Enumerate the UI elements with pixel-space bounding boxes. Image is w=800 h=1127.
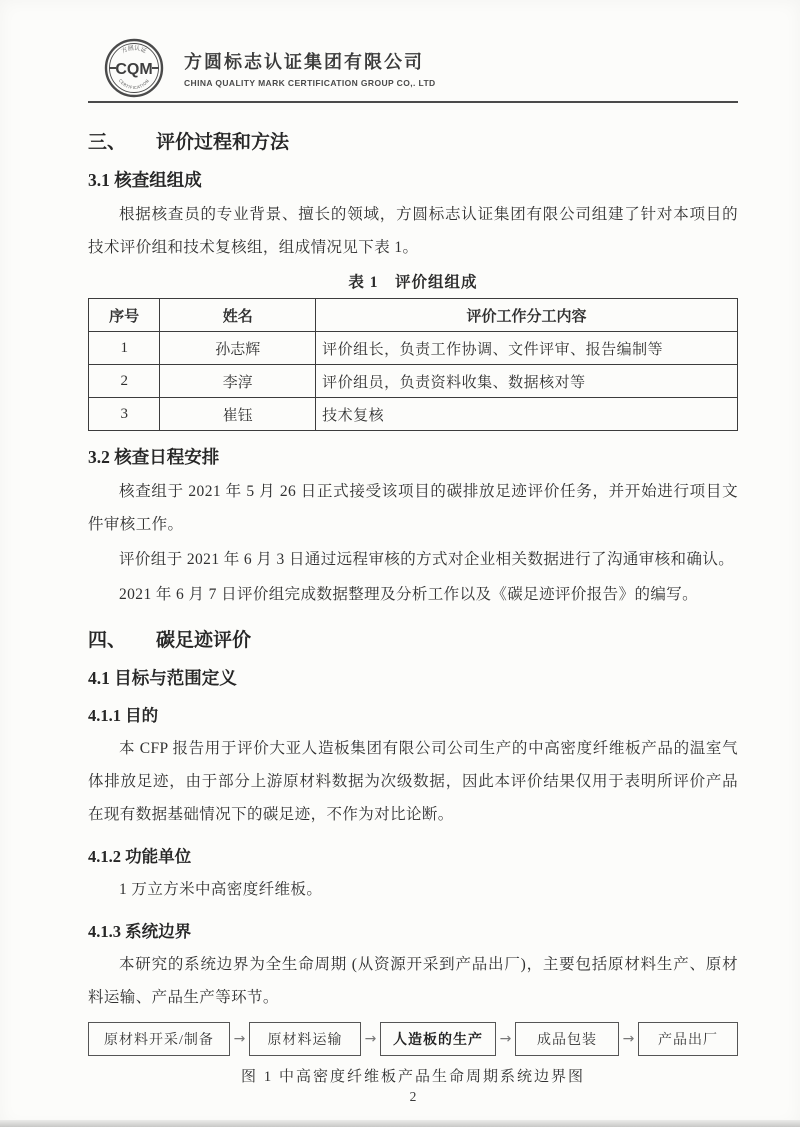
section-4-1-3-paragraph: 本研究的系统边界为全生命周期 (从资源开采到产品出厂)，主要包括原材料生产、原材料运输、产品生产等环节。 (88, 956, 738, 1006)
section-3-number: 三、 (88, 132, 127, 153)
flow-step-panel-production: 人造板的生产 (380, 1022, 496, 1056)
cell-no: 1 (89, 332, 160, 365)
cell-duty: 评价组长，负责工作协调、文件评审、报告编制等 (316, 332, 738, 365)
flow-step-product-shipment: 产品出厂 (638, 1022, 738, 1056)
company-name-cn: 方圆标志认证集团有限公司 (184, 52, 424, 72)
cell-name: 孙志辉 (160, 332, 316, 365)
section-4-1-3-heading: 4.1.3 系统边界 (88, 922, 192, 941)
cell-duty: 评价组员，负责资料收集、数据核对等 (316, 365, 738, 398)
section-3-1-heading: 3.1 核查组组成 (88, 170, 202, 190)
logo-arc-bottom: CERTIFICATION (117, 78, 151, 91)
col-header-name: 姓名 (160, 299, 316, 332)
section-3-2-paragraph-3: 2021 年 6 月 7 日评价组完成数据整理及分析工作以及《碳足迹评价报告》的编写。 (119, 586, 699, 603)
table-row (89, 398, 738, 431)
cell-name: 李淳 (160, 365, 316, 398)
figure-1-caption: 图 1 中高密度纤维板产品生命周期系统边界图 (240, 1069, 585, 1085)
svg-text:CERTIFICATION (118, 78, 150, 90)
logo-arc-top: 方圆认证 (120, 44, 148, 55)
company-name-en: CHINA QUALITY MARK CERTIFICATION GROUP CO,. LTD (184, 78, 436, 88)
section-3-2-paragraph-2: 评价组于 2021 年 6 月 3 日通过远程审核的方式对企业相关数据进行了沟通审核和确认。 (119, 551, 735, 568)
section-4-heading (88, 625, 738, 652)
evaluation-team-table (88, 298, 738, 431)
col-header-no: 序号 (89, 299, 160, 332)
cqm-logo-icon (104, 38, 164, 98)
document-body (88, 127, 738, 1105)
lifecycle-flow-diagram (88, 1022, 738, 1056)
cell-no: 2 (89, 365, 160, 398)
cell-duty: 技术复核 (316, 398, 738, 431)
flow-arrow-icon: → (622, 1031, 635, 1047)
section-4-1-2-heading: 4.1.2 功能单位 (88, 847, 192, 866)
section-4-1-heading: 4.1 目标与范围定义 (88, 668, 237, 688)
section-3-title: 评价过程和方法 (156, 132, 290, 153)
cell-name: 崔钰 (160, 398, 316, 431)
table-header-row (89, 299, 738, 332)
section-4-1-1-paragraph: 本 CFP 报告用于评价大亚人造板集团有限公司公司生产的中高密度纤维板产品的温室气体排放足迹，由于部分上游原材料数据为次级数据，因此本评价结果仅用于表明所评价产品在现有数据基础情况下的碳足迹，不作为对比论断。 (88, 740, 738, 823)
table-row (89, 332, 738, 365)
section-4-1-1-heading: 4.1.1 目的 (88, 706, 159, 725)
section-3-heading (88, 127, 738, 154)
logo-abbr: CQM (115, 61, 153, 78)
company-block (184, 48, 436, 88)
flow-step-raw-material-extraction: 原材料开采/制备 (88, 1022, 230, 1056)
section-3-2-heading: 3.2 核查日程安排 (88, 447, 220, 467)
page-number: 2 (409, 1089, 417, 1104)
flow-step-product-packaging: 成品包装 (515, 1022, 619, 1056)
section-4-1-2-paragraph: 1 万立方米中高密度纤维板。 (119, 881, 323, 898)
section-3-2-paragraph-1: 核查组于 2021 年 5 月 26 日正式接受该项目的碳排放足迹评价任务，并开始进行项目文件审核工作。 (88, 483, 738, 533)
flow-arrow-icon: → (233, 1031, 246, 1047)
flow-arrow-icon: → (364, 1031, 377, 1047)
section-3-1-paragraph: 根据核查员的专业背景、擅长的领域，方圆标志认证集团有限公司组建了针对本项目的技术评价组和技术复核组，组成情况见下表 1。 (88, 206, 738, 256)
flow-arrow-icon: → (499, 1031, 512, 1047)
cell-no: 3 (89, 398, 160, 431)
flow-step-raw-material-transport: 原材料运输 (249, 1022, 361, 1056)
table-1-caption: 表 1 评价组组成 (348, 274, 478, 291)
table-row (89, 365, 738, 398)
col-header-duty: 评价工作分工内容 (316, 299, 738, 332)
letterhead (88, 38, 738, 103)
section-4-number: 四、 (88, 630, 127, 651)
section-4-title: 碳足迹评价 (156, 630, 252, 651)
